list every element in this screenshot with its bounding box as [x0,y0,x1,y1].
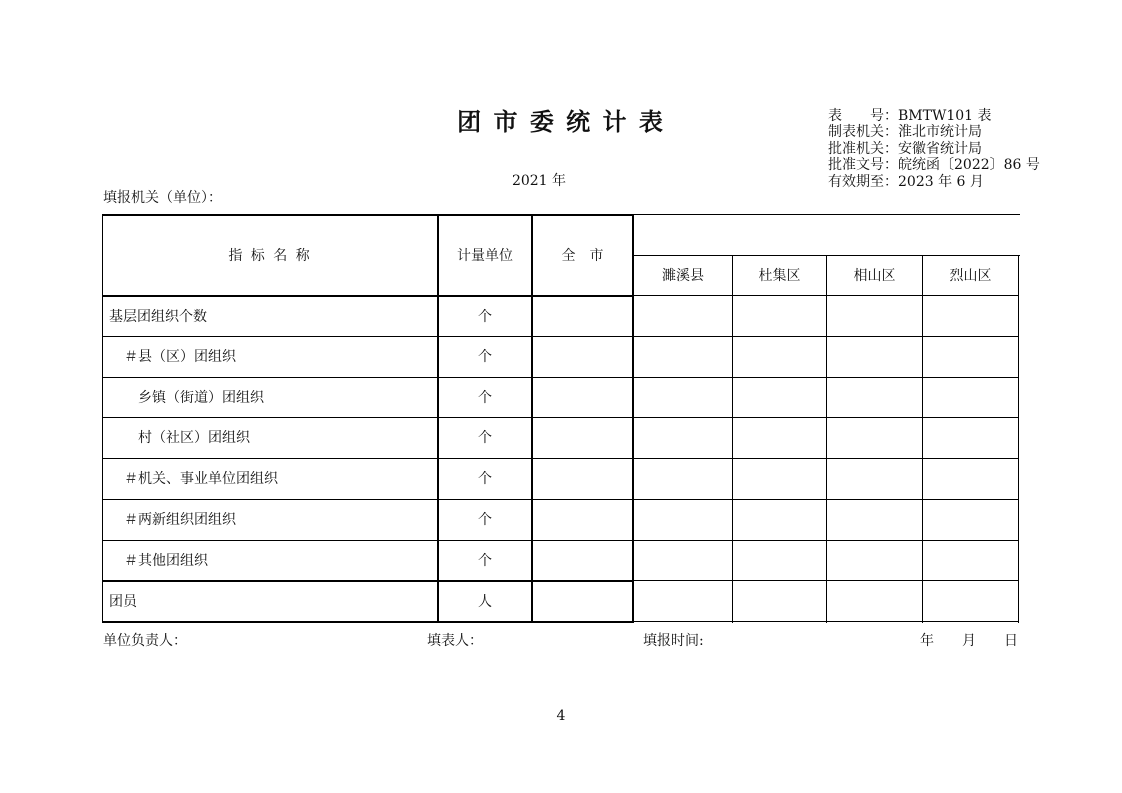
cell-district-1 [634,337,732,377]
cell-district-3 [827,418,922,458]
row-unit: 个 [478,389,492,406]
cell-city-total [533,297,632,336]
row-indicator: ＃县（区）团组织 [124,349,236,365]
row-indicator: 村（社区）团组织 [138,430,250,446]
cell-district-2 [733,500,826,540]
cell-district-1 [634,297,732,336]
header-district-4: 烈山区 [949,267,992,284]
cell-city-total [533,459,632,499]
table-row [102,337,1020,377]
header-district-1: 濉溪县 [662,267,704,284]
footer-responsible-label: 单位负责人： [103,633,187,649]
footer-month-label: 月 [962,633,976,649]
meta-approval-number-label: 批准文号： [828,157,898,173]
row-unit: 个 [478,552,492,569]
table-row [102,500,1020,540]
cell-district-2 [733,378,826,417]
meta-issuer-label: 制表机关： [828,124,898,140]
row-indicator: 基层团组织个数 [109,308,207,325]
table-rule-bottom [102,621,634,623]
meta-valid-until-value: 2023 年 6 月 [898,174,984,190]
cell-district-1 [634,500,732,540]
meta-form-number-label: 表 号： [828,108,898,124]
row-indicator: 乡镇（街道）团组织 [138,389,264,406]
cell-district-3 [827,337,922,377]
table-row [102,418,1020,458]
row-indicator: ＃两新组织团组织 [124,512,236,528]
cell-district-1 [634,541,732,580]
filing-unit-label: 填报机关（单位）： [103,190,222,206]
cell-district-4 [923,418,1018,458]
meta-issuer [828,125,982,139]
row-unit: 个 [478,512,492,528]
row-indicator: ＃其他团组织 [124,552,208,569]
table-row [102,541,1020,580]
cell-district-3 [827,459,922,499]
cell-district-4 [923,582,1018,621]
report-year: 2021 年 [511,173,567,189]
cell-district-2 [733,459,826,499]
cell-district-4 [923,541,1018,580]
footer-year-label: 年 [920,633,934,649]
row-unit: 个 [478,430,492,446]
cell-district-3 [827,582,922,621]
table-row [102,297,1020,336]
footer-filler-label: 填表人： [427,633,483,649]
meta-valid-until-label: 有效期至： [828,174,898,190]
cell-district-4 [923,297,1018,336]
meta-form-number-value: BMTW101 表 [898,108,992,124]
cell-district-4 [923,500,1018,540]
meta-approver-label: 批准机关： [828,141,898,157]
cell-city-total [533,541,632,580]
page-title: 团 市 委 统 计 表 [457,107,665,136]
cell-district-2 [733,541,826,580]
cell-district-3 [827,297,922,336]
cell-district-1 [634,459,732,499]
cell-city-total [533,582,632,621]
cell-city-total [533,337,632,377]
table-row [102,378,1020,417]
footer-day-label: 日 [1004,633,1018,649]
cell-district-3 [827,500,922,540]
meta-approval-number [828,158,1040,172]
cell-district-3 [827,541,922,580]
meta-approver [828,142,982,156]
meta-form-number [828,109,992,123]
row-indicator: ＃机关、事业单位团组织 [124,471,278,487]
header-district-band [634,215,1020,255]
cell-district-1 [634,418,732,458]
header-unit: 计量单位 [457,247,513,264]
cell-district-4 [923,459,1018,499]
row-unit: 个 [478,308,492,325]
header-city-total: 全 市 [561,247,604,264]
cell-district-2 [733,418,826,458]
cell-city-total [533,418,632,458]
cell-district-2 [733,297,826,336]
meta-valid-until [828,175,984,189]
cell-district-2 [733,337,826,377]
header-indicator-name: 指 标 名 称 [228,247,312,264]
page-number: 4 [556,708,566,724]
cell-district-1 [634,378,732,417]
row-unit: 人 [478,593,492,610]
header-district-2: 杜集区 [758,267,801,284]
cell-district-3 [827,378,922,417]
row-indicator: 团员 [109,593,137,610]
meta-issuer-value: 淮北市统计局 [898,124,982,140]
cell-district-1 [634,582,732,621]
meta-approval-number-value: 皖统函〔2022〕86 号 [898,157,1040,173]
cell-district-2 [733,582,826,621]
header-district-3: 相山区 [853,267,896,284]
row-unit: 个 [478,349,492,365]
meta-approver-value: 安徽省统计局 [898,141,982,157]
cell-city-total [533,378,632,417]
cell-district-4 [923,378,1018,417]
table-row [102,459,1020,499]
row-unit: 个 [478,471,492,487]
footer-date-label: 填报时间: [643,633,704,649]
table-row [102,582,1020,621]
cell-city-total [533,500,632,540]
cell-district-4 [923,337,1018,377]
